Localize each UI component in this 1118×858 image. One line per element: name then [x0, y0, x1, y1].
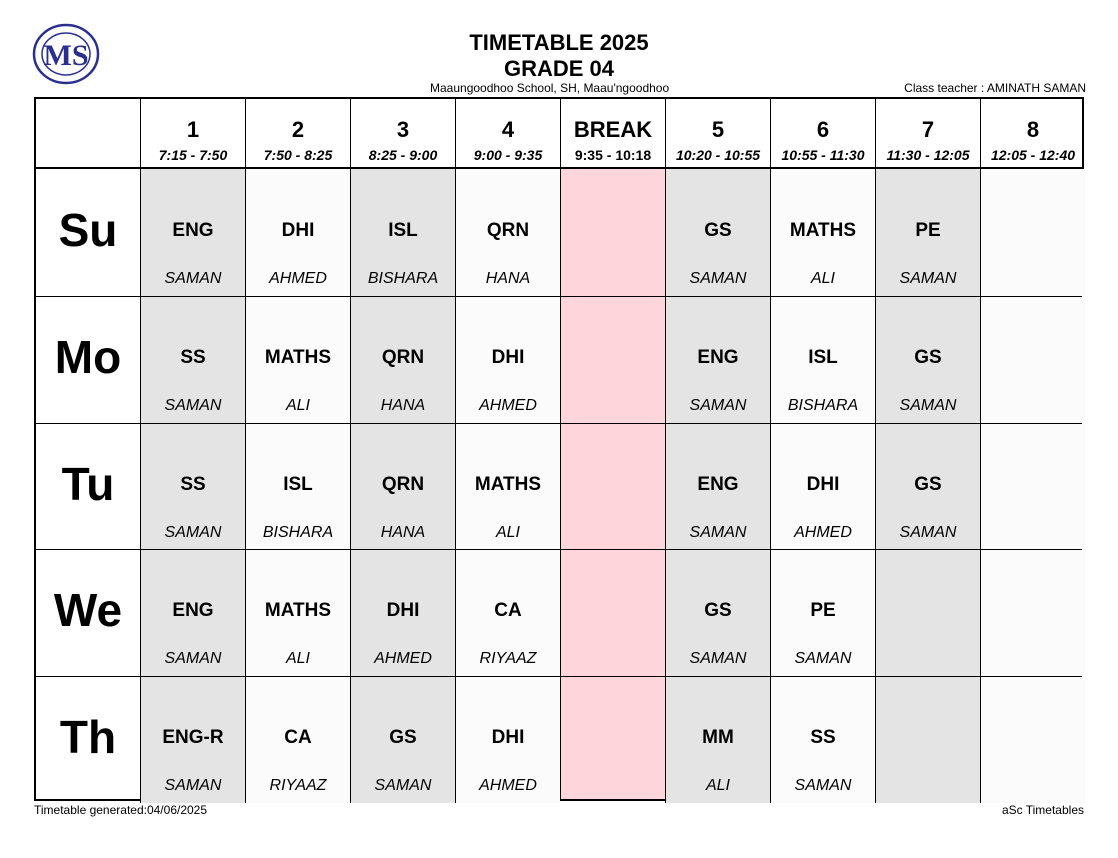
lesson-subject: GS	[704, 220, 732, 241]
lesson-cell[interactable]	[665, 549, 770, 676]
software-credit: aSc Timetables	[1001, 803, 1084, 817]
period-number: 7	[921, 117, 935, 142]
lesson-cell[interactable]	[350, 549, 455, 676]
lesson-subject: ISL	[283, 473, 313, 495]
svg-text:MS: MS	[43, 39, 89, 72]
period-header	[875, 99, 980, 167]
lesson-cell[interactable]	[980, 676, 1085, 803]
lesson-cell[interactable]	[245, 549, 350, 676]
lesson-subject: DHI	[281, 220, 315, 241]
lesson-cell[interactable]	[455, 676, 560, 803]
grade-title: GRADE 04	[503, 56, 615, 81]
lesson-teacher: SAMAN	[899, 396, 957, 414]
day-label: Tu	[61, 457, 115, 510]
timetable-grid	[34, 97, 1084, 801]
period-header	[980, 99, 1085, 167]
lesson-teacher: BISHARA	[787, 396, 859, 414]
lesson-subject: PE	[810, 600, 836, 622]
lesson-cell[interactable]	[770, 296, 875, 423]
lesson-teacher: RIYAAZ	[479, 650, 537, 668]
lesson-teacher: SAMAN	[689, 523, 747, 541]
lesson-cell[interactable]	[770, 423, 875, 550]
school-name: Maaungoodhoo School, SH, Maau'ngoodhoo	[430, 81, 670, 95]
lesson-cell[interactable]	[140, 169, 245, 296]
lesson-teacher: BISHARA	[367, 270, 439, 287]
lesson-cell[interactable]	[455, 423, 560, 550]
lesson-teacher: SAMAN	[899, 523, 957, 541]
lesson-cell[interactable]	[770, 169, 875, 296]
lesson-subject: ENG	[697, 473, 739, 495]
lesson-subject: GS	[914, 473, 942, 495]
lesson-subject: ENG	[172, 600, 214, 622]
lesson-teacher: ALI	[810, 270, 835, 287]
period-header	[665, 99, 770, 167]
lesson-teacher: ALI	[285, 650, 310, 668]
period-number: 3	[396, 117, 410, 142]
lesson-cell[interactable]	[455, 169, 560, 296]
lesson-teacher: AHMED	[269, 270, 327, 287]
lesson-cell[interactable]	[140, 423, 245, 550]
lesson-teacher: HANA	[380, 396, 426, 414]
lesson-cell[interactable]	[980, 423, 1085, 550]
lesson-subject: CA	[494, 600, 522, 622]
period-header	[245, 99, 350, 167]
period-number: 2	[291, 117, 305, 142]
lesson-cell[interactable]	[665, 423, 770, 550]
lesson-teacher: AHMED	[794, 523, 852, 541]
lesson-cell[interactable]	[245, 296, 350, 423]
lesson-subject: QRN	[381, 473, 425, 495]
day-label: Su	[58, 204, 118, 256]
lesson-subject: MATHS	[789, 220, 857, 241]
break-header	[560, 99, 665, 167]
lesson-teacher: AHMED	[374, 650, 432, 668]
period-time: 9:00 - 9:35	[473, 147, 543, 163]
page-title: TIMETABLE 2025	[469, 30, 649, 55]
lesson-subject: SS	[180, 473, 206, 495]
period-time: 9:35 - 10:18	[574, 147, 652, 163]
row-divider	[36, 676, 1082, 677]
lesson-teacher: HANA	[485, 270, 531, 287]
lesson-cell[interactable]	[140, 549, 245, 676]
generated-date: Timetable generated:04/06/2025	[34, 803, 208, 817]
lesson-cell[interactable]	[455, 296, 560, 423]
period-time: 7:50 - 8:25	[263, 147, 333, 163]
lesson-subject: QRN	[486, 220, 530, 241]
lesson-subject: MATHS	[474, 473, 542, 495]
lesson-subject: CA	[284, 727, 312, 749]
lesson-cell[interactable]	[350, 296, 455, 423]
lesson-subject: MATHS	[264, 600, 332, 622]
period-time: 7:15 - 7:50	[158, 147, 228, 163]
period-time: 10:55 - 11:30	[781, 147, 865, 163]
row-divider	[36, 549, 1082, 550]
lesson-cell[interactable]	[770, 549, 875, 676]
lesson-teacher: SAMAN	[689, 270, 747, 287]
lesson-teacher: ALI	[285, 396, 310, 414]
lesson-teacher: SAMAN	[164, 777, 222, 795]
lesson-teacher: SAMAN	[374, 777, 432, 795]
lesson-teacher: SAMAN	[794, 650, 852, 668]
lesson-teacher: ALI	[705, 777, 730, 795]
lesson-cell[interactable]	[770, 676, 875, 803]
lesson-subject: ENG	[697, 346, 739, 368]
lesson-cell[interactable]	[875, 423, 980, 550]
lesson-subject: SS	[810, 727, 836, 749]
lesson-teacher: SAMAN	[899, 270, 957, 287]
period-number: 1	[186, 117, 200, 142]
lesson-cell[interactable]	[665, 296, 770, 423]
lesson-cell[interactable]	[455, 549, 560, 676]
lesson-subject: DHI	[491, 727, 525, 749]
lesson-subject: GS	[914, 346, 942, 368]
period-number: BREAK	[573, 117, 653, 142]
lesson-cell[interactable]	[350, 169, 455, 296]
period-time: 12:05 - 12:40	[990, 147, 1076, 163]
lesson-teacher: ALI	[495, 523, 520, 541]
day-label: We	[53, 584, 123, 637]
lesson-teacher: HANA	[380, 523, 426, 541]
lesson-subject: MM	[702, 727, 734, 749]
period-time: 11:30 - 12:05	[886, 147, 970, 163]
lesson-subject: PE	[915, 220, 941, 241]
lesson-cell[interactable]	[245, 676, 350, 803]
lesson-cell[interactable]	[140, 676, 245, 803]
lesson-cell[interactable]	[875, 676, 980, 803]
lesson-teacher: SAMAN	[689, 396, 747, 414]
lesson-teacher: AHMED	[479, 396, 537, 414]
period-header	[140, 99, 245, 167]
lesson-cell[interactable]	[980, 296, 1085, 423]
period-time: 10:20 - 10:55	[675, 147, 761, 163]
period-header	[770, 99, 875, 167]
lesson-teacher: SAMAN	[164, 523, 222, 541]
period-number: 8	[1026, 117, 1040, 142]
lesson-teacher: SAMAN	[794, 777, 852, 795]
lesson-subject: DHI	[491, 346, 525, 368]
lesson-subject: MATHS	[264, 346, 332, 368]
lesson-subject: GS	[704, 600, 732, 622]
lesson-cell[interactable]	[245, 423, 350, 550]
period-number: 6	[816, 117, 830, 142]
row-divider	[36, 296, 1082, 297]
lesson-subject: GS	[389, 727, 417, 749]
title-block	[0, 30, 1118, 82]
lesson-subject: SS	[180, 346, 206, 368]
lesson-teacher: AHMED	[479, 777, 537, 795]
lesson-cell[interactable]	[980, 169, 1085, 296]
lesson-cell[interactable]	[875, 549, 980, 676]
row-divider	[36, 423, 1082, 424]
lesson-subject: DHI	[806, 473, 840, 495]
lesson-teacher: SAMAN	[164, 270, 222, 287]
lesson-cell[interactable]	[665, 169, 770, 296]
lesson-cell[interactable]	[665, 676, 770, 803]
lesson-teacher: SAMAN	[164, 650, 222, 668]
lesson-cell[interactable]	[245, 169, 350, 296]
lesson-teacher: BISHARA	[262, 523, 334, 541]
lesson-cell[interactable]	[980, 549, 1085, 676]
lesson-subject: ENG	[172, 220, 214, 241]
class-teacher: Class teacher : AMINATH SAMAN	[904, 81, 1086, 95]
lesson-subject: ISL	[388, 220, 418, 241]
period-header	[455, 99, 560, 167]
lesson-teacher: RIYAAZ	[269, 777, 327, 795]
period-time: 8:25 - 9:00	[368, 147, 438, 163]
day-label: Th	[59, 711, 117, 764]
period-number: 5	[711, 117, 725, 142]
lesson-cell[interactable]	[140, 296, 245, 423]
lesson-subject: ISL	[808, 346, 838, 368]
period-header	[350, 99, 455, 167]
lesson-subject: QRN	[381, 346, 425, 368]
lesson-cell[interactable]	[875, 169, 980, 296]
period-number: 4	[501, 117, 515, 142]
lesson-cell[interactable]	[875, 296, 980, 423]
lesson-cell[interactable]	[350, 423, 455, 550]
lesson-teacher: SAMAN	[689, 650, 747, 668]
day-label: Mo	[54, 330, 122, 383]
break-column	[560, 169, 665, 799]
lesson-cell[interactable]	[350, 676, 455, 803]
lesson-teacher: SAMAN	[164, 396, 222, 414]
lesson-subject: DHI	[386, 600, 420, 622]
lesson-subject: ENG-R	[162, 727, 224, 749]
